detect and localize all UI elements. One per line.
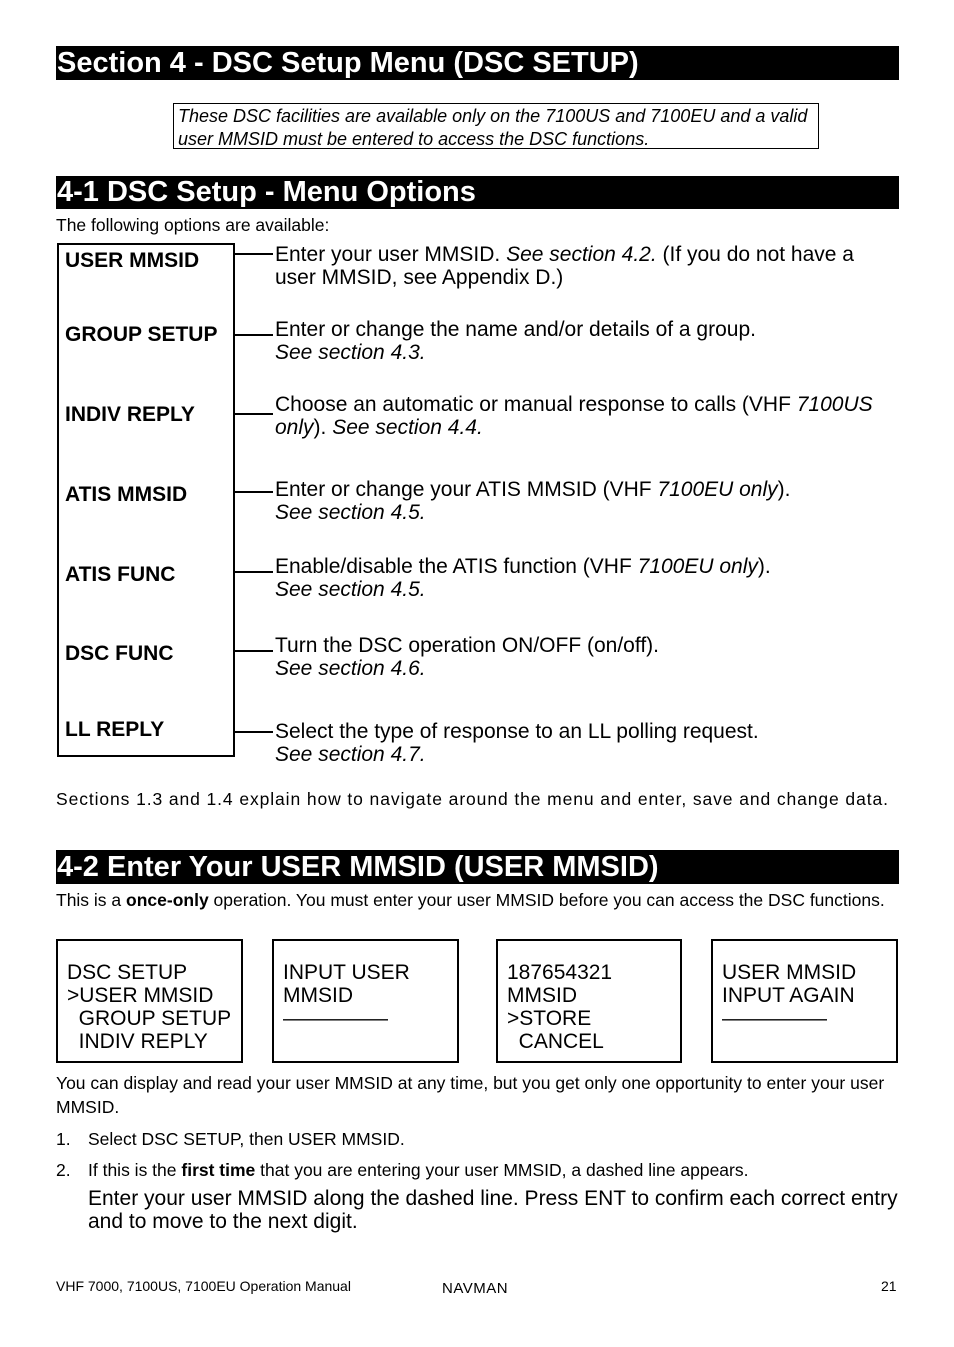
connector-line (235, 650, 273, 652)
connector-line (235, 491, 273, 493)
option-label: USER MMSID (65, 249, 200, 272)
step-text: Select DSC SETUP, then USER MMSID. (88, 1129, 405, 1149)
connector-line (235, 253, 273, 255)
subsection-title-4-1: 4-1 DSC Setup - Menu Options (56, 176, 899, 209)
option-description: Enable/disable the ATIS function (VHF 7100EU only). See section 4.5. (275, 555, 771, 601)
lcd-screen: 187654321 MMSID >STORE CANCEL (496, 939, 682, 1063)
lcd-screen: USER MMSID INPUT AGAIN ————— (711, 939, 898, 1063)
step-detail: Enter your user MMSID along the dashed line. Press ENT to confirm each correct entry and to move to the next digit. (88, 1187, 898, 1233)
mmsid-intro: This is a once-only operation. You must enter your user MMSID before you can access the DSC functions. (56, 890, 885, 910)
option-description: Enter your user MMSID. See section 4.2. (If you do not have a user MMSID, see Appendix D.) (275, 243, 854, 289)
footer-brand-logo: NAVMAN (442, 1280, 509, 1297)
step-number: 1. (56, 1129, 71, 1149)
option-label: ATIS FUNC (65, 563, 176, 586)
lcd-screen: DSC SETUP >USER MMSID GROUP SETUP INDIV REPLY (56, 939, 243, 1063)
option-description: Turn the DSC operation ON/OFF (on/off). See section 4.6. (275, 634, 659, 680)
connector-line (235, 334, 273, 336)
step-text: If this is the first time that you are entering your user MMSID, a dashed line appears. (88, 1160, 749, 1180)
note-box: These DSC facilities are available only on the 7100US and 7100EU and a valid user MMSID must be entered to access the DSC functions. (173, 103, 819, 149)
options-intro: The following options are available: (56, 215, 330, 235)
lcd-screen: INPUT USER MMSID ————— (272, 939, 459, 1063)
option-description: Enter or change the name and/or details of a group. See section 4.3. (275, 318, 756, 364)
option-description: Choose an automatic or manual response to calls (VHF 7100US only). See section 4.4. (275, 393, 873, 439)
option-description: Select the type of response to an LL polling request. See section 4.7. (275, 720, 759, 766)
subsection-title-4-2: 4-2 Enter Your USER MMSID (USER MMSID) (56, 850, 899, 884)
navigation-note: Sections 1.3 and 1.4 explain how to navigate around the menu and enter, save and change data. (56, 789, 889, 809)
footer-manual-title: VHF 7000, 7100US, 7100EU Operation Manual (56, 1278, 351, 1294)
connector-line (235, 571, 273, 573)
step-number: 2. (56, 1160, 71, 1180)
page-number: 21 (881, 1278, 897, 1294)
option-label: LL REPLY (65, 718, 165, 741)
option-label: DSC FUNC (65, 642, 174, 665)
connector-line (235, 731, 273, 733)
mmsid-info: You can display and read your user MMSID at any time, but you get only one opportunity to enter your user MMSID. (56, 1073, 885, 1117)
option-label: ATIS MMSID (65, 483, 188, 506)
option-label: GROUP SETUP (65, 323, 218, 346)
section-title: Section 4 - DSC Setup Menu (DSC SETUP) (56, 46, 899, 80)
connector-line (235, 413, 273, 415)
option-label: INDIV REPLY (65, 403, 195, 426)
option-description: Enter or change your ATIS MMSID (VHF 7100EU only). See section 4.5. (275, 478, 791, 524)
